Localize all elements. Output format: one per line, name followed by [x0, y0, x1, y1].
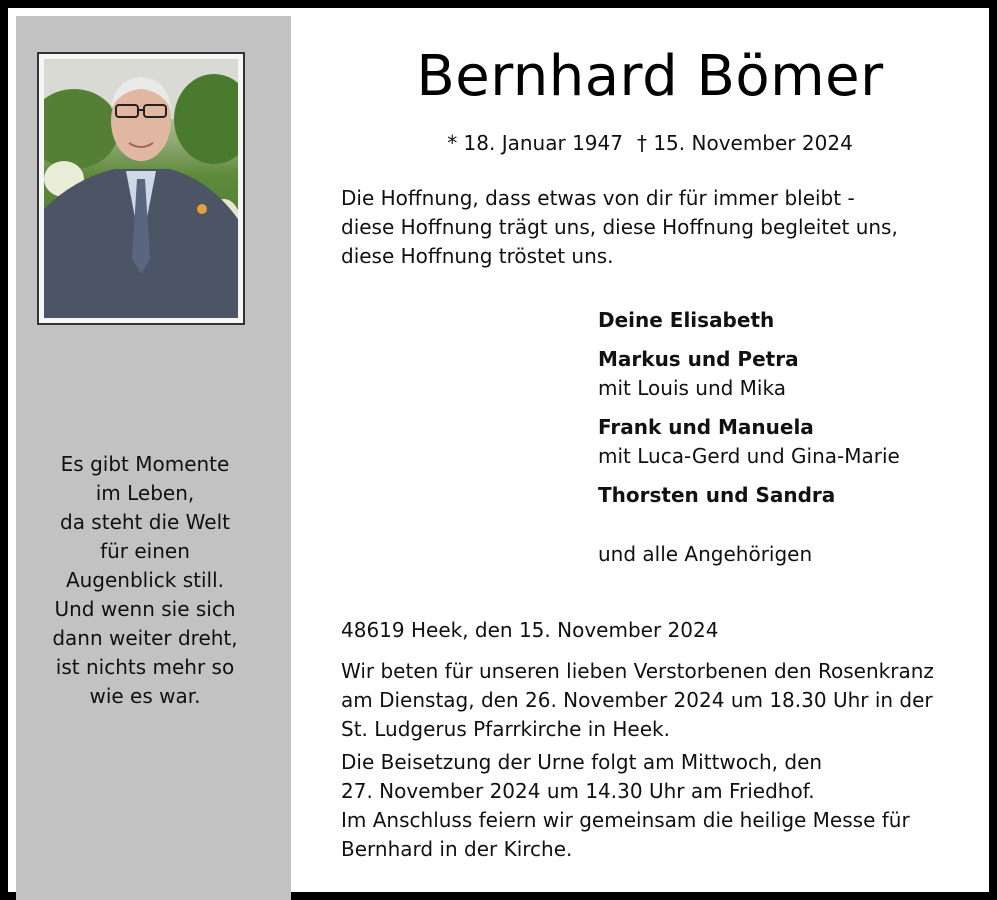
deceased-name: Bernhard Bömer [416, 44, 884, 109]
rosary-line: Wir beten für unseren lieben Verstorbenen den Rosenkranz [341, 659, 934, 683]
burial-line: Bernhard in der Kirche. [341, 837, 573, 861]
mourner-group [598, 413, 988, 471]
birth-date: * 18. Januar 1947 [447, 131, 623, 155]
mourner-group [598, 306, 988, 335]
service-announcement [341, 657, 981, 864]
memorial-poem [20, 450, 270, 711]
poem-line: dann weiter dreht, [52, 626, 238, 650]
portrait-photo [44, 59, 238, 318]
poem-line: im Leben, [95, 481, 195, 505]
poem-line: Es gibt Momente [60, 452, 230, 476]
mourner-names: Frank und Manuela [598, 415, 814, 439]
mourner-names: Thorsten und Sandra [598, 483, 836, 507]
mourner-names: Deine Elisabeth [598, 308, 775, 332]
mourner-group [598, 481, 988, 510]
mourner-children: mit Louis und Mika [598, 376, 786, 400]
mourner-children: mit Luca-Gerd und Gina-Marie [598, 444, 900, 468]
quote-line: Die Hoffnung, dass etwas von dir für immer bleibt - [341, 186, 855, 210]
poem-line: Augenblick still. [65, 568, 225, 592]
portrait-illustration [44, 59, 238, 318]
mourner-group [598, 345, 988, 403]
hope-quote [341, 184, 961, 271]
poem-line: ist nichts mehr so [55, 655, 235, 679]
poem-line: da steht die Welt [60, 510, 230, 534]
mourners-list [598, 306, 988, 569]
place-and-date: 48619 Heek, den 15. November 2024 [341, 618, 719, 642]
portrait-photo-frame [37, 52, 245, 325]
mourner-names: Markus und Petra [598, 347, 799, 371]
poem-line: wie es war. [89, 684, 201, 708]
burial-line: 27. November 2024 um 14.30 Uhr am Friedhof. [341, 779, 815, 803]
poem-line: Und wenn sie sich [54, 597, 236, 621]
poem-line: für einen [100, 539, 190, 563]
rosary-line: am Dienstag, den 26. November 2024 um 18.30 Uhr in der [341, 688, 933, 712]
other-relatives: und alle Angehörigen [598, 542, 813, 566]
life-dates [300, 131, 997, 155]
quote-line: diese Hoffnung tröstet uns. [341, 244, 614, 268]
burial-line: Im Anschluss feiern wir gemeinsam die heilige Messe für [341, 808, 910, 832]
rosary-line: St. Ludgerus Pfarrkirche in Heek. [341, 717, 670, 741]
burial-line: Die Beisetzung der Urne folgt am Mittwoch, den [341, 750, 823, 774]
death-date: † 15. November 2024 [636, 131, 853, 155]
quote-line: diese Hoffnung trägt uns, diese Hoffnung begleitet uns, [341, 215, 898, 239]
